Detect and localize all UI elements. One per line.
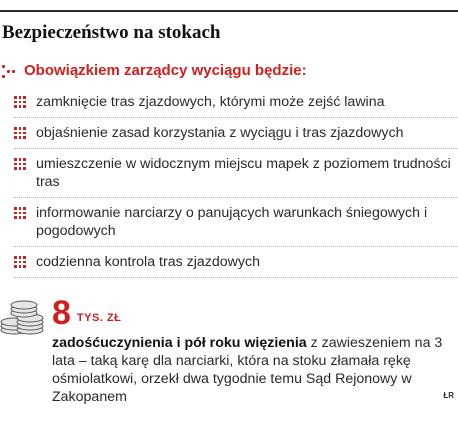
- obligations-list: [14, 87, 458, 278]
- infobox-title: Bezpieczeństwo na stokach: [2, 22, 221, 43]
- list-item: [14, 198, 458, 247]
- list-item-text: informowanie narciarzy o panujących warunkach śniegowych i pogodowych: [36, 205, 428, 239]
- red-dot-grid-icon: [14, 207, 26, 219]
- top-rule: [0, 10, 458, 12]
- fine-description-bold: zadośćuczynienia i pół roku więzienia: [52, 335, 307, 351]
- red-dot-grid-icon: [14, 158, 26, 170]
- author-credit: ŁR: [443, 391, 454, 400]
- fine-description-rest: z zawieszeniem na 3 lata – taką karę dla narciarki, która na stoku złamała rękę ośmiolatkowi, orzekł dwa tygodnie temu Sąd Rejonowy w Zakopanem: [52, 335, 443, 405]
- list-item: [14, 247, 458, 278]
- subhead-dots-icon: [2, 63, 16, 79]
- list-item-text: objaśnienie zasad korzystania z wyciągu i tras zjazdowych: [36, 125, 404, 141]
- list-item: [14, 87, 458, 118]
- list-item: [14, 118, 458, 149]
- fine-amount: [52, 296, 121, 330]
- fine-unit: TYS. ZŁ: [76, 312, 122, 324]
- coin-stack-icon: [0, 296, 46, 336]
- list-item-text: umieszczenie w widocznym miejscu mapek z poziomem trudności tras: [36, 156, 451, 190]
- list-item: [14, 149, 458, 198]
- red-dot-grid-icon: [14, 96, 26, 108]
- list-item-text: zamknięcie tras zjazdowych, którymi może zejść lawina: [36, 94, 385, 110]
- list-item-text: codzienna kontrola tras zjazdowych: [36, 254, 260, 270]
- fine-description: [52, 334, 444, 406]
- fine-number: 8: [52, 294, 71, 332]
- subhead-text: Obowiązkiem zarządcy wyciągu będzie:: [24, 62, 307, 79]
- subhead: [2, 62, 307, 79]
- red-dot-grid-icon: [14, 256, 26, 268]
- red-dot-grid-icon: [14, 127, 26, 139]
